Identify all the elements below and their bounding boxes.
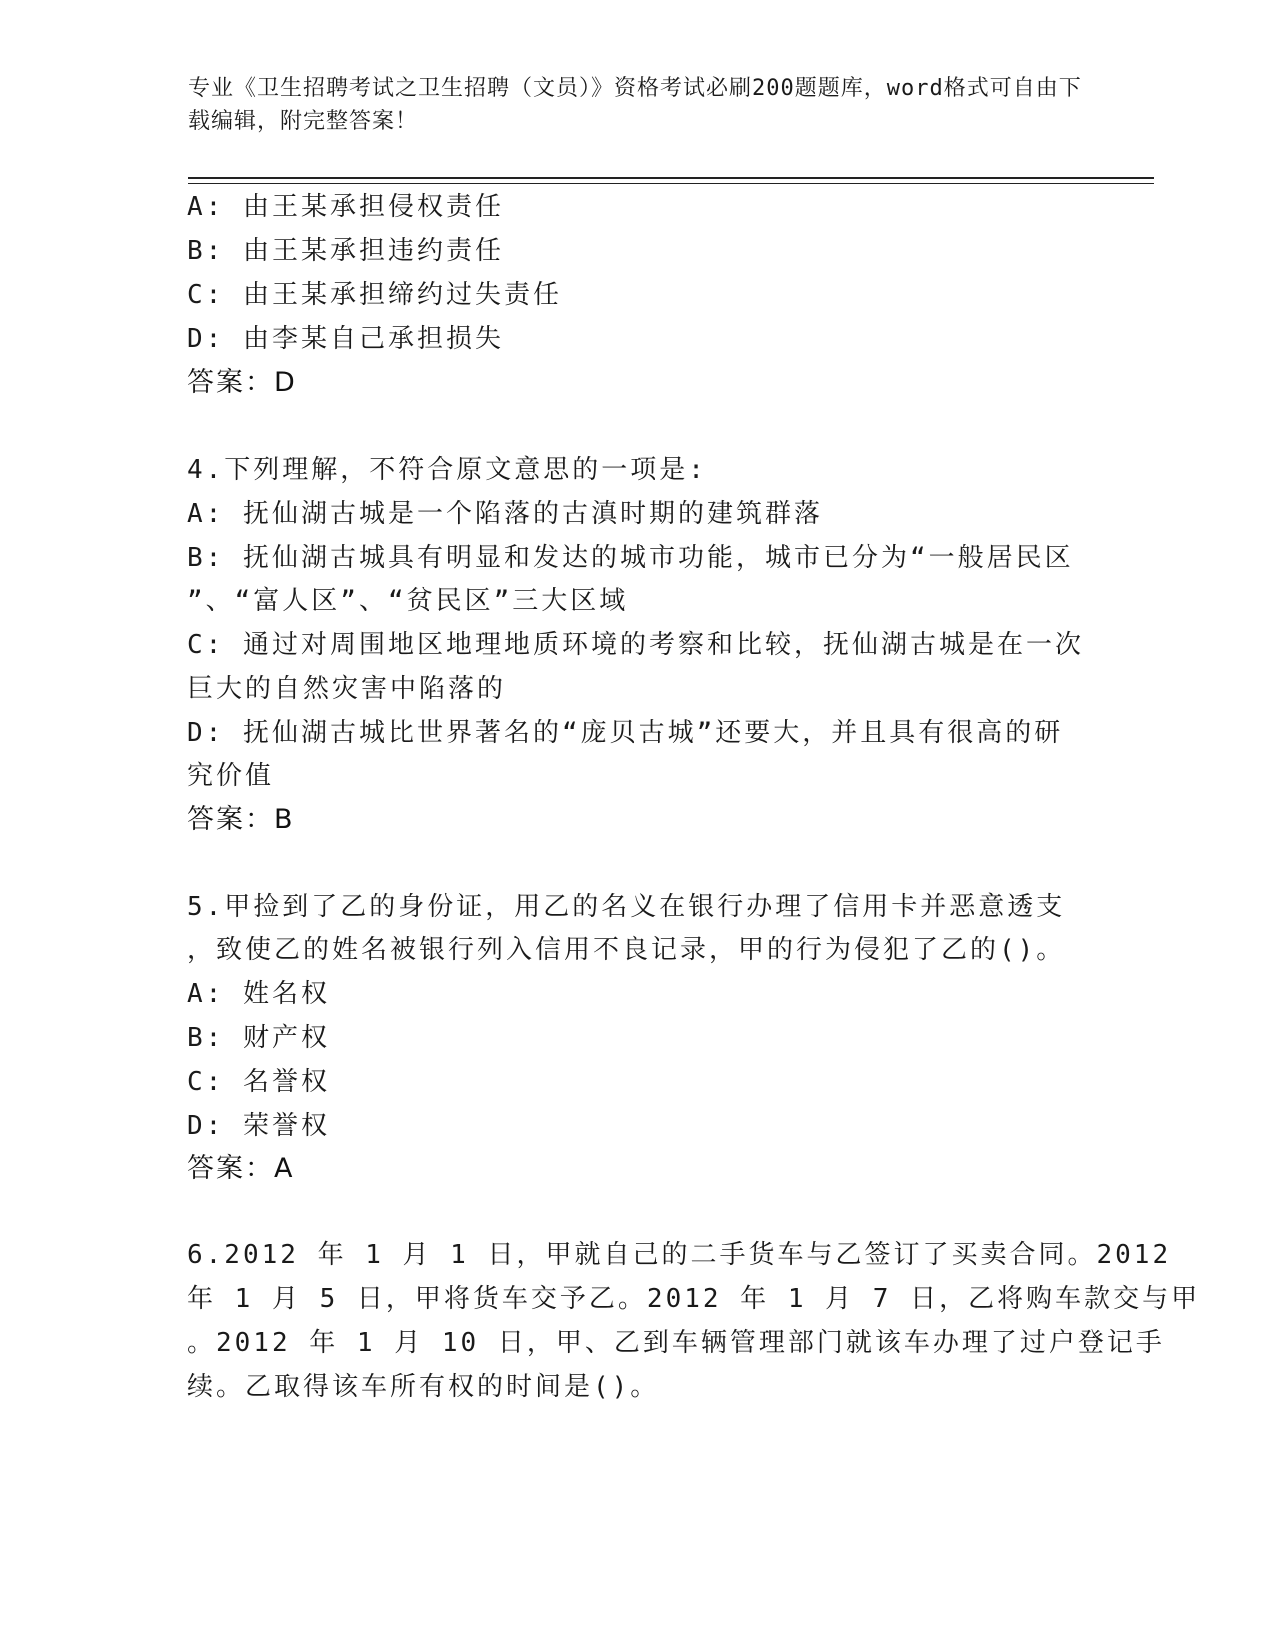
q4-answer: 答案：B <box>187 804 295 835</box>
q5-stem-line1: 5.甲捡到了乙的身份证，用乙的名义在银行办理了信用卡并恶意透支 <box>187 892 1066 922</box>
q3-answer: 答案：D <box>187 367 297 398</box>
q4-option-d-line1: D: 抚仙湖古城比世界著名的“庞贝古城”还要大，并且具有很高的研 <box>187 718 1064 748</box>
q4-option-b-line2: ”、“富人区”、“贫民区”三大区域 <box>187 586 629 616</box>
q5-option-d: D: 荣誉权 <box>187 1111 330 1141</box>
q4-option-a: A: 抚仙湖古城是一个陷落的古滇时期的建筑群落 <box>187 499 823 529</box>
header-rule-thick <box>188 177 1154 179</box>
q3-option-c: C: 由王某承担缔约过失责任 <box>187 280 562 310</box>
q6-stem-line3: 。2012 年 1 月 10 日，甲、乙到车辆管理部门就该车办理了过户登记手 <box>187 1328 1165 1358</box>
q5-option-a: A: 姓名权 <box>187 979 330 1009</box>
document-header: 专业《卫生招聘考试之卫生招聘（文员）》资格考试必刷200题题库，word格式可自由下载编辑，附完整答案！ <box>188 76 1082 134</box>
q6-stem-line1: 6.2012 年 1 月 1 日，甲就自己的二手货车与乙签订了买卖合同。2012 <box>187 1240 1172 1270</box>
q3-option-d: D: 由李某自己承担损失 <box>187 324 504 354</box>
q5-stem-line2: ，致使乙的姓名被银行列入信用不良记录，甲的行为侵犯了乙的()。 <box>187 935 1066 965</box>
q4-stem: 4.下列理解，不符合原文意思的一项是: <box>187 455 707 485</box>
q3-option-b: B: 由王某承担违约责任 <box>187 236 504 266</box>
q4-option-c-line1: C: 通过对周围地区地理地质环境的考察和比较，抚仙湖古城是在一次 <box>187 630 1084 660</box>
q3-option-a: A: 由王某承担侵权责任 <box>187 192 504 222</box>
q4-option-c-line2: 巨大的自然灾害中陷落的 <box>187 674 507 704</box>
q5-option-c: C: 名誉权 <box>187 1067 330 1097</box>
header-rule-thin <box>188 183 1154 184</box>
q5-answer: 答案：A <box>187 1153 295 1184</box>
q5-option-b: B: 财产权 <box>187 1023 330 1053</box>
q6-stem-line2: 年 1 月 5 日，甲将货车交予乙。2012 年 1 月 7 日，乙将购车款交与甲 <box>187 1284 1201 1314</box>
q6-stem-line4: 续。乙取得该车所有权的时间是()。 <box>187 1372 660 1402</box>
q4-option-b-line1: B: 抚仙湖古城具有明显和发达的城市功能，城市已分为“一般居民区 <box>187 543 1074 573</box>
q4-option-d-line2: 究价值 <box>187 761 275 791</box>
